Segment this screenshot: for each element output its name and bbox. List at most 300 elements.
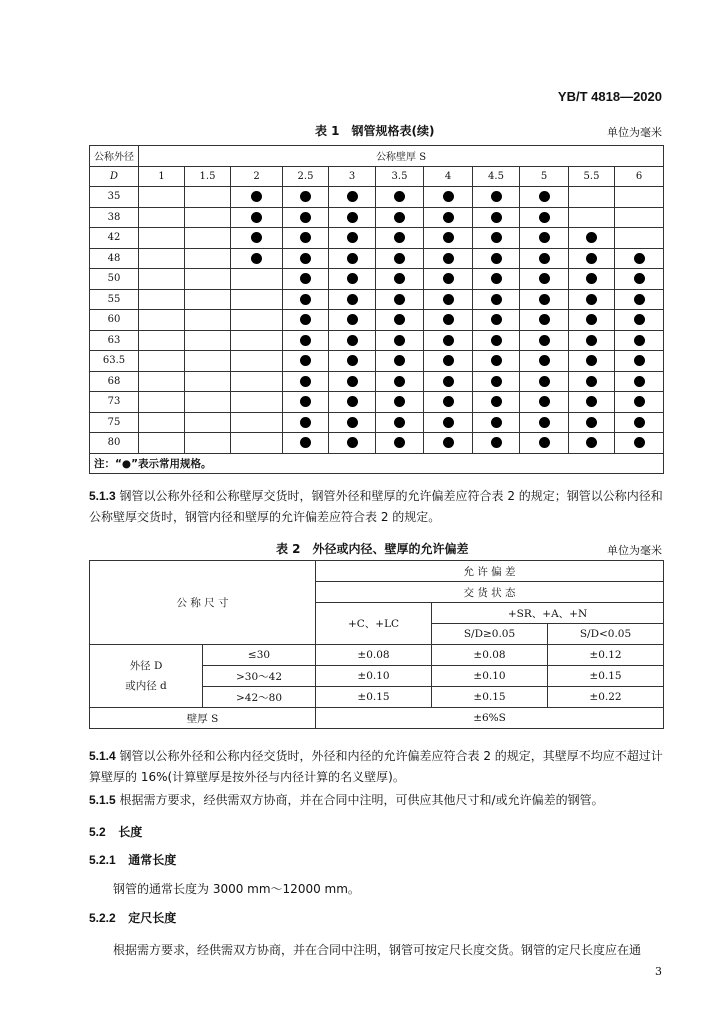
spec-cell bbox=[569, 248, 615, 269]
common-spec-dot-icon bbox=[394, 355, 405, 366]
common-spec-dot-icon bbox=[251, 191, 262, 202]
common-spec-dot-icon bbox=[634, 335, 645, 346]
common-spec-dot-icon bbox=[539, 314, 550, 325]
spec-cell bbox=[231, 433, 283, 454]
common-spec-dot-icon bbox=[347, 273, 358, 284]
spec-cell bbox=[376, 248, 424, 269]
spec-cell bbox=[376, 269, 424, 290]
common-spec-dot-icon bbox=[394, 253, 405, 264]
spec-cell bbox=[329, 289, 376, 310]
spec-cell bbox=[615, 187, 664, 208]
od-value: 48 bbox=[90, 248, 139, 269]
section-title: 定尺长度 bbox=[128, 911, 177, 925]
common-spec-dot-icon bbox=[347, 396, 358, 407]
common-spec-dot-icon bbox=[634, 437, 645, 448]
spec-cell bbox=[185, 207, 231, 228]
wall-thickness-value: ±6%S bbox=[316, 708, 664, 729]
od-value: 42 bbox=[90, 228, 139, 249]
spec-cell bbox=[376, 207, 424, 228]
spec-cell bbox=[424, 351, 473, 372]
common-spec-dot-icon bbox=[347, 417, 358, 428]
common-spec-dot-icon bbox=[586, 335, 597, 346]
common-spec-dot-icon bbox=[539, 294, 550, 305]
spec-cell bbox=[139, 392, 185, 413]
spec-cell bbox=[520, 433, 569, 454]
spec-cell bbox=[283, 351, 329, 372]
spec-cell bbox=[520, 228, 569, 249]
common-spec-dot-icon bbox=[539, 437, 550, 448]
spec-cell bbox=[329, 371, 376, 392]
spec-cell bbox=[473, 187, 520, 208]
common-spec-dot-icon bbox=[586, 355, 597, 366]
clause-5-1-5 bbox=[89, 790, 665, 811]
spec-cell bbox=[329, 392, 376, 413]
common-spec-dot-icon bbox=[491, 437, 502, 448]
spec-cell bbox=[185, 289, 231, 310]
clause-text: 根据需方要求，经供需双方协商，并在合同中注明，可供应其他尺寸和/或允许偏差的钢管。 bbox=[119, 793, 604, 807]
common-spec-dot-icon bbox=[394, 335, 405, 346]
spec-cell bbox=[231, 351, 283, 372]
delivery-state-header: 交 货 状 态 bbox=[316, 582, 664, 603]
spec-cell bbox=[139, 269, 185, 290]
ratio-ge: S/D≥0.05 bbox=[432, 624, 548, 645]
common-spec-dot-icon bbox=[347, 335, 358, 346]
spec-cell bbox=[569, 207, 615, 228]
common-spec-dot-icon bbox=[347, 191, 358, 202]
od-value: 80 bbox=[90, 433, 139, 454]
common-spec-dot-icon bbox=[586, 396, 597, 407]
spec-cell bbox=[283, 310, 329, 331]
thickness-header: 5.5 bbox=[569, 166, 615, 187]
spec-cell bbox=[329, 412, 376, 433]
dev-ge: ±0.15 bbox=[432, 687, 548, 708]
nominal-od-label: 公称外径 bbox=[90, 146, 139, 167]
thickness-header: 4 bbox=[424, 166, 473, 187]
spec-cell bbox=[615, 310, 664, 331]
spec-cell bbox=[329, 269, 376, 290]
common-spec-dot-icon bbox=[491, 314, 502, 325]
tolerance-table bbox=[89, 560, 664, 729]
table-row bbox=[90, 351, 664, 372]
section-number: 5.2.1 bbox=[89, 853, 116, 867]
common-spec-dot-icon bbox=[443, 294, 454, 305]
page-number: 3 bbox=[655, 965, 662, 978]
spec-cell bbox=[615, 351, 664, 372]
clause-number: 5.1.3 bbox=[89, 489, 116, 503]
dev-lt: ±0.12 bbox=[548, 645, 664, 666]
table2-unit: 单位为毫米 bbox=[607, 544, 662, 557]
common-spec-dot-icon bbox=[394, 294, 405, 305]
clause-5-1-3 bbox=[89, 486, 665, 528]
table-row bbox=[90, 207, 664, 228]
common-spec-dot-icon bbox=[300, 355, 311, 366]
thickness-header: 6 bbox=[615, 166, 664, 187]
common-spec-dot-icon bbox=[394, 232, 405, 243]
spec-cell bbox=[424, 412, 473, 433]
spec-cell bbox=[139, 207, 185, 228]
common-spec-dot-icon bbox=[300, 396, 311, 407]
common-spec-dot-icon bbox=[300, 273, 311, 284]
common-spec-dot-icon bbox=[300, 212, 311, 223]
clause-text: 钢管以公称外径和公称壁厚交货时，钢管外径和壁厚的允许偏差应符合表 2 的规定；钢管以公称内径和公称壁厚交货时，钢管内径和壁厚的允许偏差应符合表 2 的规定。 bbox=[89, 489, 663, 524]
table-row bbox=[90, 330, 664, 351]
thickness-header: 4.5 bbox=[473, 166, 520, 187]
common-spec-dot-icon bbox=[300, 437, 311, 448]
spec-cell bbox=[185, 433, 231, 454]
common-spec-dot-icon bbox=[586, 273, 597, 284]
common-spec-dot-icon bbox=[586, 376, 597, 387]
state-sr-a-n: +SR、+A、+N bbox=[432, 603, 664, 624]
spec-cell bbox=[376, 351, 424, 372]
spec-cell bbox=[520, 248, 569, 269]
allowable-deviation-header: 允 许 偏 差 bbox=[316, 561, 664, 582]
spec-cell bbox=[569, 412, 615, 433]
spec-cell bbox=[424, 392, 473, 413]
table-row bbox=[90, 412, 664, 433]
common-spec-dot-icon bbox=[586, 294, 597, 305]
clause-number: 5.1.5 bbox=[89, 793, 116, 807]
common-spec-dot-icon bbox=[394, 437, 405, 448]
common-spec-dot-icon bbox=[347, 314, 358, 325]
spec-cell bbox=[473, 351, 520, 372]
spec-cell bbox=[376, 371, 424, 392]
spec-cell bbox=[329, 228, 376, 249]
common-spec-dot-icon bbox=[634, 273, 645, 284]
table1-note: 注：“●”表示常用规格。 bbox=[90, 453, 664, 474]
spec-cell bbox=[185, 330, 231, 351]
common-spec-dot-icon bbox=[300, 335, 311, 346]
spec-cell bbox=[520, 207, 569, 228]
spec-cell bbox=[283, 392, 329, 413]
clause-5-2-2-text: 根据需方要求，经供需双方协商，并在合同中注明，钢管可按定尺长度交货。钢管的定尺长度应在通 bbox=[113, 943, 642, 957]
common-spec-dot-icon bbox=[443, 417, 454, 428]
spec-cell bbox=[139, 351, 185, 372]
spec-cell bbox=[615, 412, 664, 433]
section-5-2-2 bbox=[89, 909, 176, 926]
spec-cell bbox=[473, 412, 520, 433]
section-5-2 bbox=[89, 823, 142, 840]
section-title: 通常长度 bbox=[128, 853, 177, 867]
spec-cell bbox=[520, 351, 569, 372]
clause-text: 钢管以公称外径和公称内径交货时，外径和内径的允许偏差应符合表 2 的规定，其壁厚不均应不超过计算壁厚的 16%(计算壁厚是按外径与内径计算的名义壁厚)。 bbox=[89, 749, 663, 784]
spec-cell bbox=[329, 330, 376, 351]
common-spec-dot-icon bbox=[491, 396, 502, 407]
spec-cell bbox=[473, 207, 520, 228]
spec-cell bbox=[283, 269, 329, 290]
spec-cell bbox=[185, 412, 231, 433]
spec-cell bbox=[139, 228, 185, 249]
spec-cell bbox=[473, 248, 520, 269]
common-spec-dot-icon bbox=[300, 191, 311, 202]
spec-cell bbox=[185, 371, 231, 392]
common-spec-dot-icon bbox=[539, 253, 550, 264]
spec-cell bbox=[329, 207, 376, 228]
diameter-label bbox=[90, 645, 203, 708]
spec-cell bbox=[569, 289, 615, 310]
common-spec-dot-icon bbox=[634, 355, 645, 366]
spec-cell bbox=[283, 289, 329, 310]
common-spec-dot-icon bbox=[347, 294, 358, 305]
spec-cell bbox=[283, 330, 329, 351]
nominal-size-header: 公 称 尺 寸 bbox=[90, 561, 316, 645]
common-spec-dot-icon bbox=[347, 376, 358, 387]
common-spec-dot-icon bbox=[634, 417, 645, 428]
spec-cell bbox=[185, 351, 231, 372]
spec-cell bbox=[185, 228, 231, 249]
spec-cell bbox=[569, 371, 615, 392]
spec-cell bbox=[231, 371, 283, 392]
spec-cell bbox=[376, 187, 424, 208]
range-cell: ≤30 bbox=[203, 645, 316, 666]
common-spec-dot-icon bbox=[586, 417, 597, 428]
table-row bbox=[90, 310, 664, 331]
common-spec-dot-icon bbox=[443, 253, 454, 264]
common-spec-dot-icon bbox=[491, 253, 502, 264]
spec-cell bbox=[520, 310, 569, 331]
spec-cell bbox=[329, 187, 376, 208]
common-spec-dot-icon bbox=[394, 376, 405, 387]
spec-cell bbox=[231, 248, 283, 269]
common-spec-dot-icon bbox=[251, 232, 262, 243]
spec-cell bbox=[615, 269, 664, 290]
dev-c-lc: ±0.15 bbox=[316, 687, 432, 708]
spec-cell bbox=[615, 289, 664, 310]
spec-cell bbox=[283, 412, 329, 433]
od-value: 35 bbox=[90, 187, 139, 208]
spec-cell bbox=[424, 433, 473, 454]
spec-cell bbox=[231, 310, 283, 331]
common-spec-dot-icon bbox=[300, 232, 311, 243]
spec-cell bbox=[520, 269, 569, 290]
common-spec-dot-icon bbox=[634, 376, 645, 387]
common-spec-dot-icon bbox=[347, 232, 358, 243]
spec-cell bbox=[185, 187, 231, 208]
common-spec-dot-icon bbox=[394, 273, 405, 284]
spec-cell bbox=[231, 289, 283, 310]
range-cell: >30～42 bbox=[203, 666, 316, 687]
common-spec-dot-icon bbox=[443, 191, 454, 202]
spec-cell bbox=[473, 371, 520, 392]
common-spec-dot-icon bbox=[491, 417, 502, 428]
common-spec-dot-icon bbox=[443, 273, 454, 284]
table-row bbox=[90, 228, 664, 249]
spec-cell bbox=[473, 310, 520, 331]
spec-cell bbox=[424, 269, 473, 290]
spec-cell bbox=[139, 371, 185, 392]
spec-cell bbox=[231, 412, 283, 433]
spec-cell bbox=[185, 248, 231, 269]
common-spec-dot-icon bbox=[539, 396, 550, 407]
spec-cell bbox=[569, 433, 615, 454]
section-number: 5.2.2 bbox=[89, 911, 116, 925]
od-symbol: D bbox=[90, 166, 139, 187]
dev-c-lc: ±0.08 bbox=[316, 645, 432, 666]
common-spec-dot-icon bbox=[491, 355, 502, 366]
clause-number: 5.1.4 bbox=[89, 749, 116, 763]
spec-cell bbox=[185, 269, 231, 290]
common-spec-dot-icon bbox=[443, 232, 454, 243]
dev-lt: ±0.22 bbox=[548, 687, 664, 708]
common-spec-dot-icon bbox=[443, 212, 454, 223]
spec-cell bbox=[569, 269, 615, 290]
common-spec-dot-icon bbox=[443, 376, 454, 387]
common-spec-dot-icon bbox=[300, 417, 311, 428]
od-value: 60 bbox=[90, 310, 139, 331]
dev-ge: ±0.10 bbox=[432, 666, 548, 687]
common-spec-dot-icon bbox=[491, 273, 502, 284]
spec-cell bbox=[424, 371, 473, 392]
nominal-wall-group-label: 公称壁厚 S bbox=[139, 146, 664, 167]
spec-cell bbox=[329, 433, 376, 454]
spec-cell bbox=[376, 310, 424, 331]
od-value: 50 bbox=[90, 269, 139, 290]
common-spec-dot-icon bbox=[443, 355, 454, 366]
table1-unit: 单位为毫米 bbox=[607, 126, 662, 139]
spec-cell bbox=[185, 310, 231, 331]
thickness-header: 1.5 bbox=[185, 166, 231, 187]
spec-cell bbox=[615, 392, 664, 413]
section-title: 长度 bbox=[118, 825, 143, 839]
common-spec-dot-icon bbox=[443, 396, 454, 407]
spec-cell bbox=[473, 433, 520, 454]
clause-5-2-1-text: 钢管的通常长度为 3000 mm～12000 mm。 bbox=[113, 882, 360, 896]
spec-cell bbox=[139, 310, 185, 331]
table-row bbox=[90, 371, 664, 392]
spec-cell bbox=[231, 330, 283, 351]
spec-cell bbox=[376, 330, 424, 351]
spec-cell bbox=[520, 187, 569, 208]
common-spec-dot-icon bbox=[491, 335, 502, 346]
spec-cell bbox=[424, 228, 473, 249]
thickness-header: 3.5 bbox=[376, 166, 424, 187]
common-spec-dot-icon bbox=[586, 314, 597, 325]
clause-5-1-4 bbox=[89, 746, 665, 788]
od-value: 55 bbox=[90, 289, 139, 310]
spec-cell bbox=[615, 330, 664, 351]
spec-cell bbox=[520, 330, 569, 351]
common-spec-dot-icon bbox=[586, 232, 597, 243]
range-cell: >42～80 bbox=[203, 687, 316, 708]
spec-cell bbox=[139, 433, 185, 454]
common-spec-dot-icon bbox=[443, 314, 454, 325]
spec-cell bbox=[231, 207, 283, 228]
common-spec-dot-icon bbox=[539, 212, 550, 223]
spec-cell bbox=[283, 248, 329, 269]
wall-thickness-label: 壁厚 S bbox=[90, 708, 316, 729]
spec-cell bbox=[231, 269, 283, 290]
diameter-label-line1: 外径 D bbox=[129, 660, 163, 672]
spec-cell bbox=[615, 207, 664, 228]
spec-cell bbox=[329, 248, 376, 269]
common-spec-dot-icon bbox=[491, 294, 502, 305]
dev-lt: ±0.15 bbox=[548, 666, 664, 687]
common-spec-dot-icon bbox=[634, 253, 645, 264]
spec-cell bbox=[139, 187, 185, 208]
table-row bbox=[90, 433, 664, 454]
common-spec-dot-icon bbox=[586, 253, 597, 264]
common-spec-dot-icon bbox=[347, 212, 358, 223]
common-spec-dot-icon bbox=[539, 335, 550, 346]
common-spec-dot-icon bbox=[300, 294, 311, 305]
spec-cell bbox=[473, 269, 520, 290]
common-spec-dot-icon bbox=[586, 437, 597, 448]
common-spec-dot-icon bbox=[634, 314, 645, 325]
common-spec-dot-icon bbox=[443, 437, 454, 448]
thickness-header: 1 bbox=[139, 166, 185, 187]
common-spec-dot-icon bbox=[300, 253, 311, 264]
spec-cell bbox=[569, 310, 615, 331]
spec-cell bbox=[473, 392, 520, 413]
spec-cell bbox=[473, 228, 520, 249]
common-spec-dot-icon bbox=[634, 294, 645, 305]
ratio-lt: S/D<0.05 bbox=[548, 624, 664, 645]
common-spec-dot-icon bbox=[491, 191, 502, 202]
spec-cell bbox=[424, 310, 473, 331]
dev-ge: ±0.08 bbox=[432, 645, 548, 666]
spec-cell bbox=[569, 187, 615, 208]
diameter-label-line2: 或内径 d bbox=[125, 680, 167, 692]
spec-cell bbox=[283, 433, 329, 454]
section-number: 5.2 bbox=[89, 825, 106, 839]
common-spec-dot-icon bbox=[347, 355, 358, 366]
spec-cell bbox=[283, 228, 329, 249]
steel-pipe-spec-table bbox=[89, 145, 664, 474]
spec-cell bbox=[376, 289, 424, 310]
table-row bbox=[90, 187, 664, 208]
spec-cell bbox=[283, 371, 329, 392]
spec-cell bbox=[615, 248, 664, 269]
spec-cell bbox=[139, 248, 185, 269]
spec-cell bbox=[231, 228, 283, 249]
spec-cell bbox=[139, 330, 185, 351]
common-spec-dot-icon bbox=[491, 376, 502, 387]
spec-cell bbox=[376, 433, 424, 454]
spec-cell bbox=[615, 371, 664, 392]
common-spec-dot-icon bbox=[491, 232, 502, 243]
spec-cell bbox=[520, 289, 569, 310]
spec-cell bbox=[424, 330, 473, 351]
spec-cell bbox=[376, 412, 424, 433]
table1-caption: 表 1 钢管规格表(续) bbox=[315, 124, 435, 138]
spec-cell bbox=[185, 392, 231, 413]
spec-cell bbox=[329, 310, 376, 331]
common-spec-dot-icon bbox=[394, 396, 405, 407]
thickness-header: 2.5 bbox=[283, 166, 329, 187]
spec-cell bbox=[231, 392, 283, 413]
spec-cell bbox=[424, 248, 473, 269]
thickness-header: 2 bbox=[231, 166, 283, 187]
table-row bbox=[90, 248, 664, 269]
spec-cell bbox=[329, 351, 376, 372]
standard-number: YB/T 4818—2020 bbox=[557, 89, 662, 104]
thickness-header: 3 bbox=[329, 166, 376, 187]
common-spec-dot-icon bbox=[539, 376, 550, 387]
table-row bbox=[90, 392, 664, 413]
spec-cell bbox=[376, 228, 424, 249]
od-value: 63 bbox=[90, 330, 139, 351]
common-spec-dot-icon bbox=[394, 314, 405, 325]
spec-cell bbox=[283, 207, 329, 228]
spec-cell bbox=[424, 207, 473, 228]
common-spec-dot-icon bbox=[251, 253, 262, 264]
spec-cell bbox=[231, 187, 283, 208]
common-spec-dot-icon bbox=[347, 253, 358, 264]
common-spec-dot-icon bbox=[443, 335, 454, 346]
spec-cell bbox=[283, 187, 329, 208]
spec-cell bbox=[139, 412, 185, 433]
spec-cell bbox=[376, 392, 424, 413]
table-row bbox=[90, 289, 664, 310]
